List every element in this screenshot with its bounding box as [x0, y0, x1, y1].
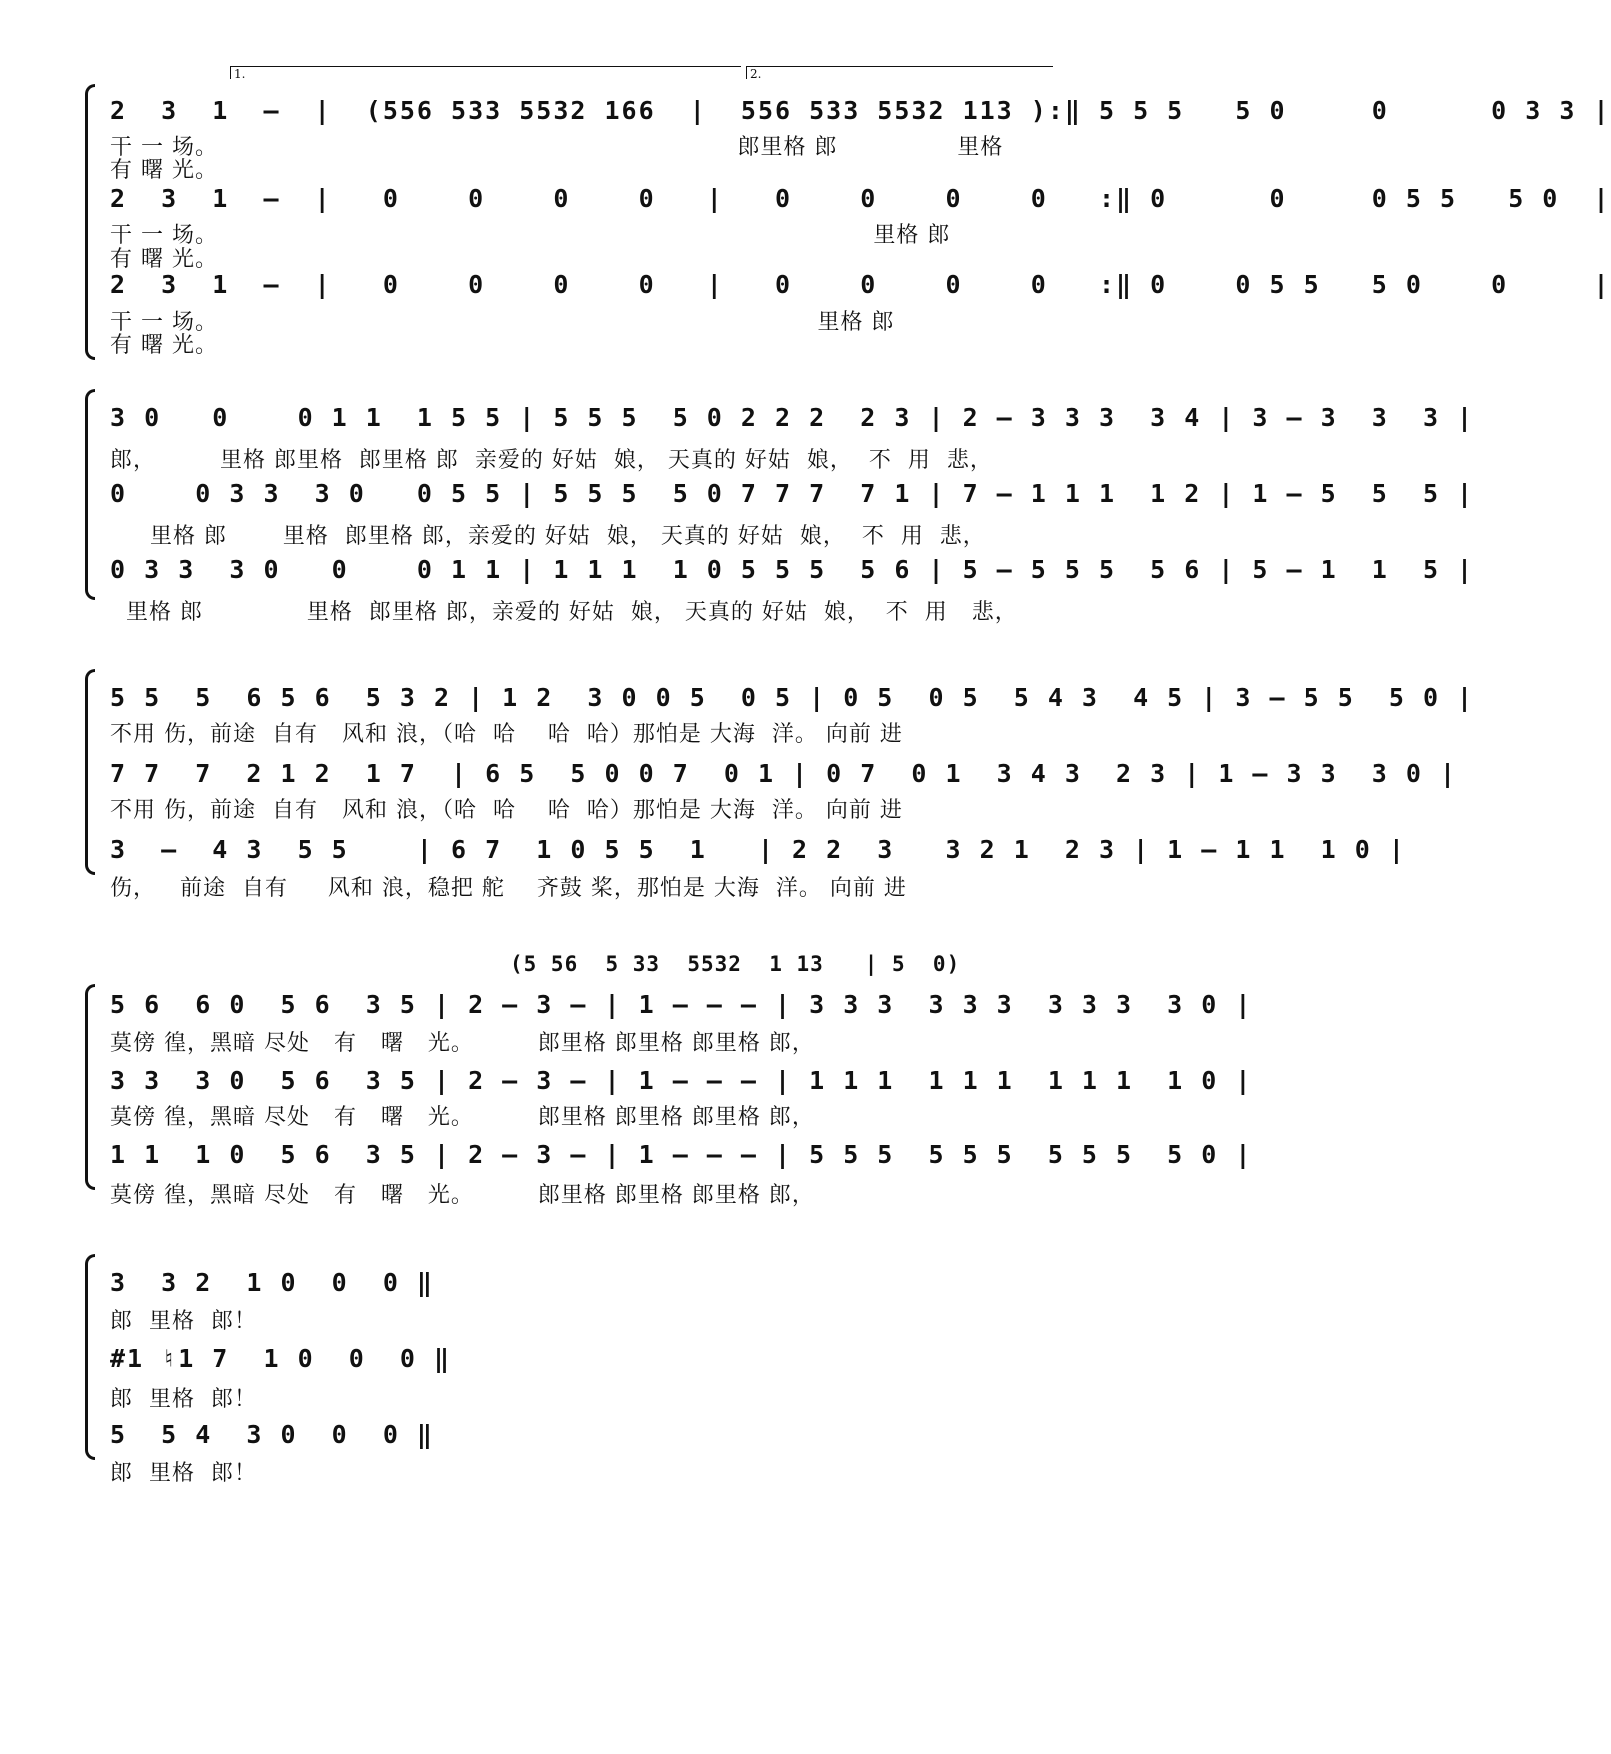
lyrics-staff-2: 里格 郎 里格 郎里格 郎，亲爱的 好姑 娘， 天真的 好姑 娘， 不 用 悲， — [110, 524, 986, 549]
lyrics-staff-3-line-2: 有 曙 光。 — [110, 333, 218, 358]
volta-bracket-2: 2. — [746, 66, 1053, 79]
notes-staff-2: 0 0 3 3 3 0 0 5 5 | 5 5 5 5 0 7 7 7 7 1 | 7 – 1 1 1 1 2 | 1 – 5 5 5 | — [110, 479, 1475, 508]
notes-staff-1: 5 6 6 0 5 6 3 5 | 2 – 3 – | 1 – – – | 3 3 3 3 3 3 3 3 3 3 0 | — [110, 990, 1253, 1019]
lyrics-staff-2-line-2: 有 曙 光。 — [110, 247, 218, 272]
notes-staff-2: 3 3 3 0 5 6 3 5 | 2 – 3 – | 1 – – – | 1 1 1 1 1 1 1 1 1 1 0 | — [110, 1066, 1253, 1095]
volta-bracket-1: 1. — [230, 66, 741, 79]
notes-staff-1: 2 3 1 – | (556 533 5532 166 | 556 533 5532 113 ):‖ 5 5 5 5 0 0 0 3 3 | — [110, 96, 1611, 125]
notes-staff-3: 3 – 4 3 5 5 | 6 7 1 0 5 5 1 | 2 2 3 3 2 1 2 3 | 1 – 1 1 1 0 | — [110, 835, 1406, 864]
notes-staff-1: 5 5 5 6 5 6 5 3 2 | 1 2 3 0 0 5 0 5 | 0 5 0 5 5 4 3 4 5 | 3 – 5 5 5 0 | — [110, 683, 1475, 712]
lyrics-staff-2: 不用 伤，前途 自有 风和 浪，（哈 哈 哈 哈）那怕是 大海 洋。 向前 进 — [110, 798, 903, 823]
lyrics-staff-1: 郎 里格 郎！ — [110, 1309, 257, 1334]
instrumental-interlude: (5 56 5 33 5532 1 13 | 5 0) — [510, 952, 961, 976]
notes-staff-1: 3 0 0 0 1 1 1 5 5 | 5 5 5 5 0 2 2 2 2 3 | 2 – 3 3 3 3 4 | 3 – 3 3 3 | — [110, 403, 1475, 432]
lyrics-staff-1-line-2: 有 曙 光。 — [110, 158, 218, 183]
notes-staff-2: 2 3 1 – | 0 0 0 0 | 0 0 0 0 :‖ 0 0 0 5 5 5 0 | — [110, 184, 1611, 213]
lyrics-staff-1-line-1: 干 一 场。 郎里格 郎 里格 — [110, 135, 1004, 160]
notes-staff-3: 0 3 3 3 0 0 0 1 1 | 1 1 1 1 0 5 5 5 5 6 | 5 – 5 5 5 5 6 | 5 – 1 1 5 | — [110, 555, 1475, 584]
system-brace — [85, 1254, 95, 1460]
lyrics-staff-2: 莫傍 徨，黑暗 尽处 有 曙 光。 郎里格 郎里格 郎里格 郎， — [110, 1105, 815, 1130]
lyrics-staff-1: 郎， 里格 郎里格 郎里格 郎 亲爱的 好姑 娘， 天真的 好姑 娘， 不 用 悲， — [110, 448, 993, 473]
lyrics-staff-3-line-1: 干 一 场。 里格 郎 — [110, 310, 895, 335]
lyrics-staff-1: 不用 伤，前途 自有 风和 浪，（哈 哈 哈 哈）那怕是 大海 洋。 向前 进 — [110, 722, 903, 747]
notes-staff-3: 2 3 1 – | 0 0 0 0 | 0 0 0 0 :‖ 0 0 5 5 5 0 0 | — [110, 270, 1611, 299]
lyrics-staff-1: 莫傍 徨，黑暗 尽处 有 曙 光。 郎里格 郎里格 郎里格 郎， — [110, 1031, 815, 1056]
system-brace — [85, 984, 95, 1190]
notes-staff-2: #1 ♮1 7 1 0 0 0 ‖ — [110, 1344, 452, 1373]
lyrics-staff-3: 郎 里格 郎！ — [110, 1461, 257, 1486]
system-brace — [85, 389, 95, 600]
notes-staff-3: 5 5 4 3 0 0 0 ‖ — [110, 1420, 434, 1449]
notes-staff-2: 7 7 7 2 1 2 1 7 | 6 5 5 0 0 7 0 1 | 0 7 0 1 3 4 3 2 3 | 1 – 3 3 3 0 | — [110, 759, 1458, 788]
lyrics-staff-3: 伤， 前途 自有 风和 浪，稳把 舵 齐鼓 桨，那怕是 大海 洋。 向前 进 — [110, 876, 907, 901]
lyrics-staff-3: 莫傍 徨，黑暗 尽处 有 曙 光。 郎里格 郎里格 郎里格 郎， — [110, 1183, 815, 1208]
notes-staff-3: 1 1 1 0 5 6 3 5 | 2 – 3 – | 1 – – – | 5 5 5 5 5 5 5 5 5 5 0 | — [110, 1140, 1253, 1169]
notes-staff-1: 3 3 2 1 0 0 0 ‖ — [110, 1268, 434, 1297]
system-brace — [85, 669, 95, 875]
system-brace — [85, 84, 95, 360]
lyrics-staff-3: 里格 郎 里格 郎里格 郎，亲爱的 好姑 娘， 天真的 好姑 娘， 不 用 悲， — [110, 600, 1018, 625]
lyrics-staff-2: 郎 里格 郎！ — [110, 1387, 257, 1412]
lyrics-staff-2-line-1: 干 一 场。 里格 郎 — [110, 223, 951, 248]
